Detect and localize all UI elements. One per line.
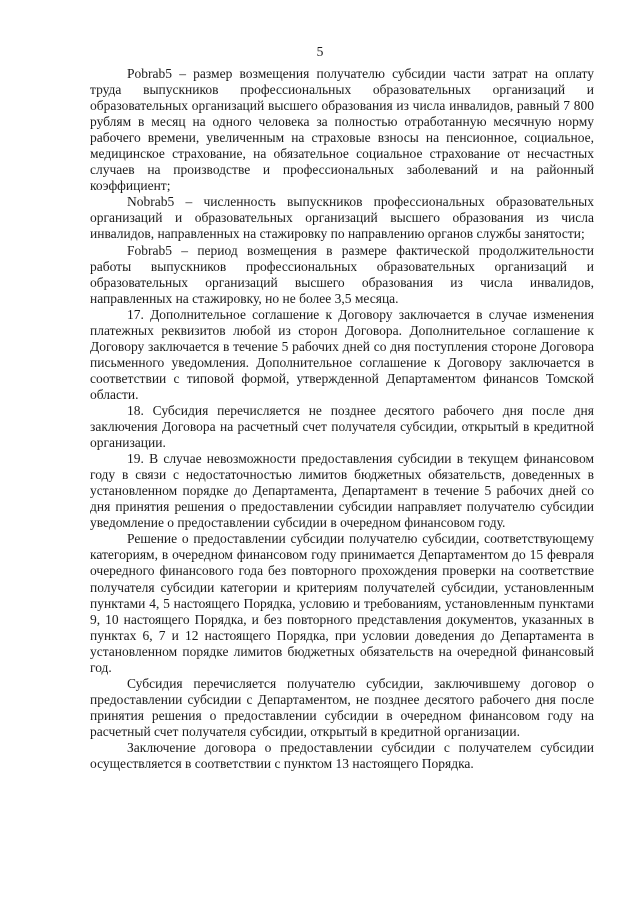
paragraph-decision: Решение о предоставлении субсидии получателю субсидии, соответствующему категориям, в очередном финансовом году принимается Департаментом до 15 февраля очередного финансового года без повторного прохождения проверки на соответствие получателя субсидии категории и критериям получателей субсидии, установленным пунктами 4, 5 настоящего Порядка, условию и требованиям, установленным пунктами 9, 10 настоящего Порядка, и без повторного представления документов, указанных в пунктах 6, 7 и 12 настоящего Порядка, при условии доведения до Департамента в установленном порядке лимитов бюджетных обязательств на очередной финансовый год. [90,531,594,675]
page-number: 5 [316,44,324,59]
paragraph-fobrab5-definition: Fobrab5 – период возмещения в размере фактической продолжительности работы выпускников профессиональных образовательных организаций и образовательных организаций высшего образования из числа инвалидов, направленных на стажировку, но не более 3,5 месяца. [90,242,594,306]
paragraph-pobrab5-definition: Pobrab5 – размер возмещения получателю субсидии части затрат на оплату труда выпускников профессиональных образовательных организаций и образовательных организаций высшего образования из числа инвалидов, равный 7 800 рублям в месяц на одного человека за полностью отработанную месячную норму рабочего времени, увеличенным на страховые взносы на пенсионное, социальное, медицинское страхование, на обязательное социальное страхование от несчастных случаев на производстве и профессиональных заболеваний и на районный коэффициент; [90,66,594,194]
paragraph-clause-18: 18. Субсидия перечисляется не позднее десятого рабочего дня после дня заключения Договора на расчетный счет получателя субсидии, открытый в кредитной организации. [90,402,594,451]
paragraph-agreement-conclusion: Заключение договора о предоставлении субсидии с получателем субсидии осуществляется в соответствии с пунктом 13 настоящего Порядка. [90,739,594,772]
paragraph-clause-17: 17. Дополнительное соглашение к Договору заключается в случае изменения платежных реквизитов любой из сторон Договора. Дополнительное соглашение к Договору заключается в течение 5 рабочих дней со дня поступления стороне Договора письменного уведомления. Дополнительное соглашение к Договору заключается в соответствии с типовой формой, утвержденной Департаментом финансов Томской области. [90,306,594,402]
paragraph-clause-19: 19. В случае невозможности предоставления субсидии в текущем финансовом году в связи с недостаточностью лимитов бюджетных обязательств, доведенных в установленном порядке до Департамента, Департамент в течение 5 рабочих дней со дня принятия решения о предоставлении субсидии направляет получателю субсидии уведомление о предоставлении субсидии в очередном финансовом году. [90,451,594,531]
paragraph-subsidy-transfer: Субсидия перечисляется получателю субсидии, заключившему договор о предоставлении субсидии с Департаментом, не позднее десятого рабочего дня после принятия решения о предоставлении субсидии в очередном финансовом году на расчетный счет получателя субсидии, открытый в кредитной организации. [90,675,594,739]
paragraph-nobrab5-definition: Nobrab5 – численность выпускников профессиональных образовательных организаций и образовательных организаций высшего образования из числа инвалидов, направленных на стажировку по направлению органов службы занятости; [90,194,594,242]
document-body [90,66,594,772]
